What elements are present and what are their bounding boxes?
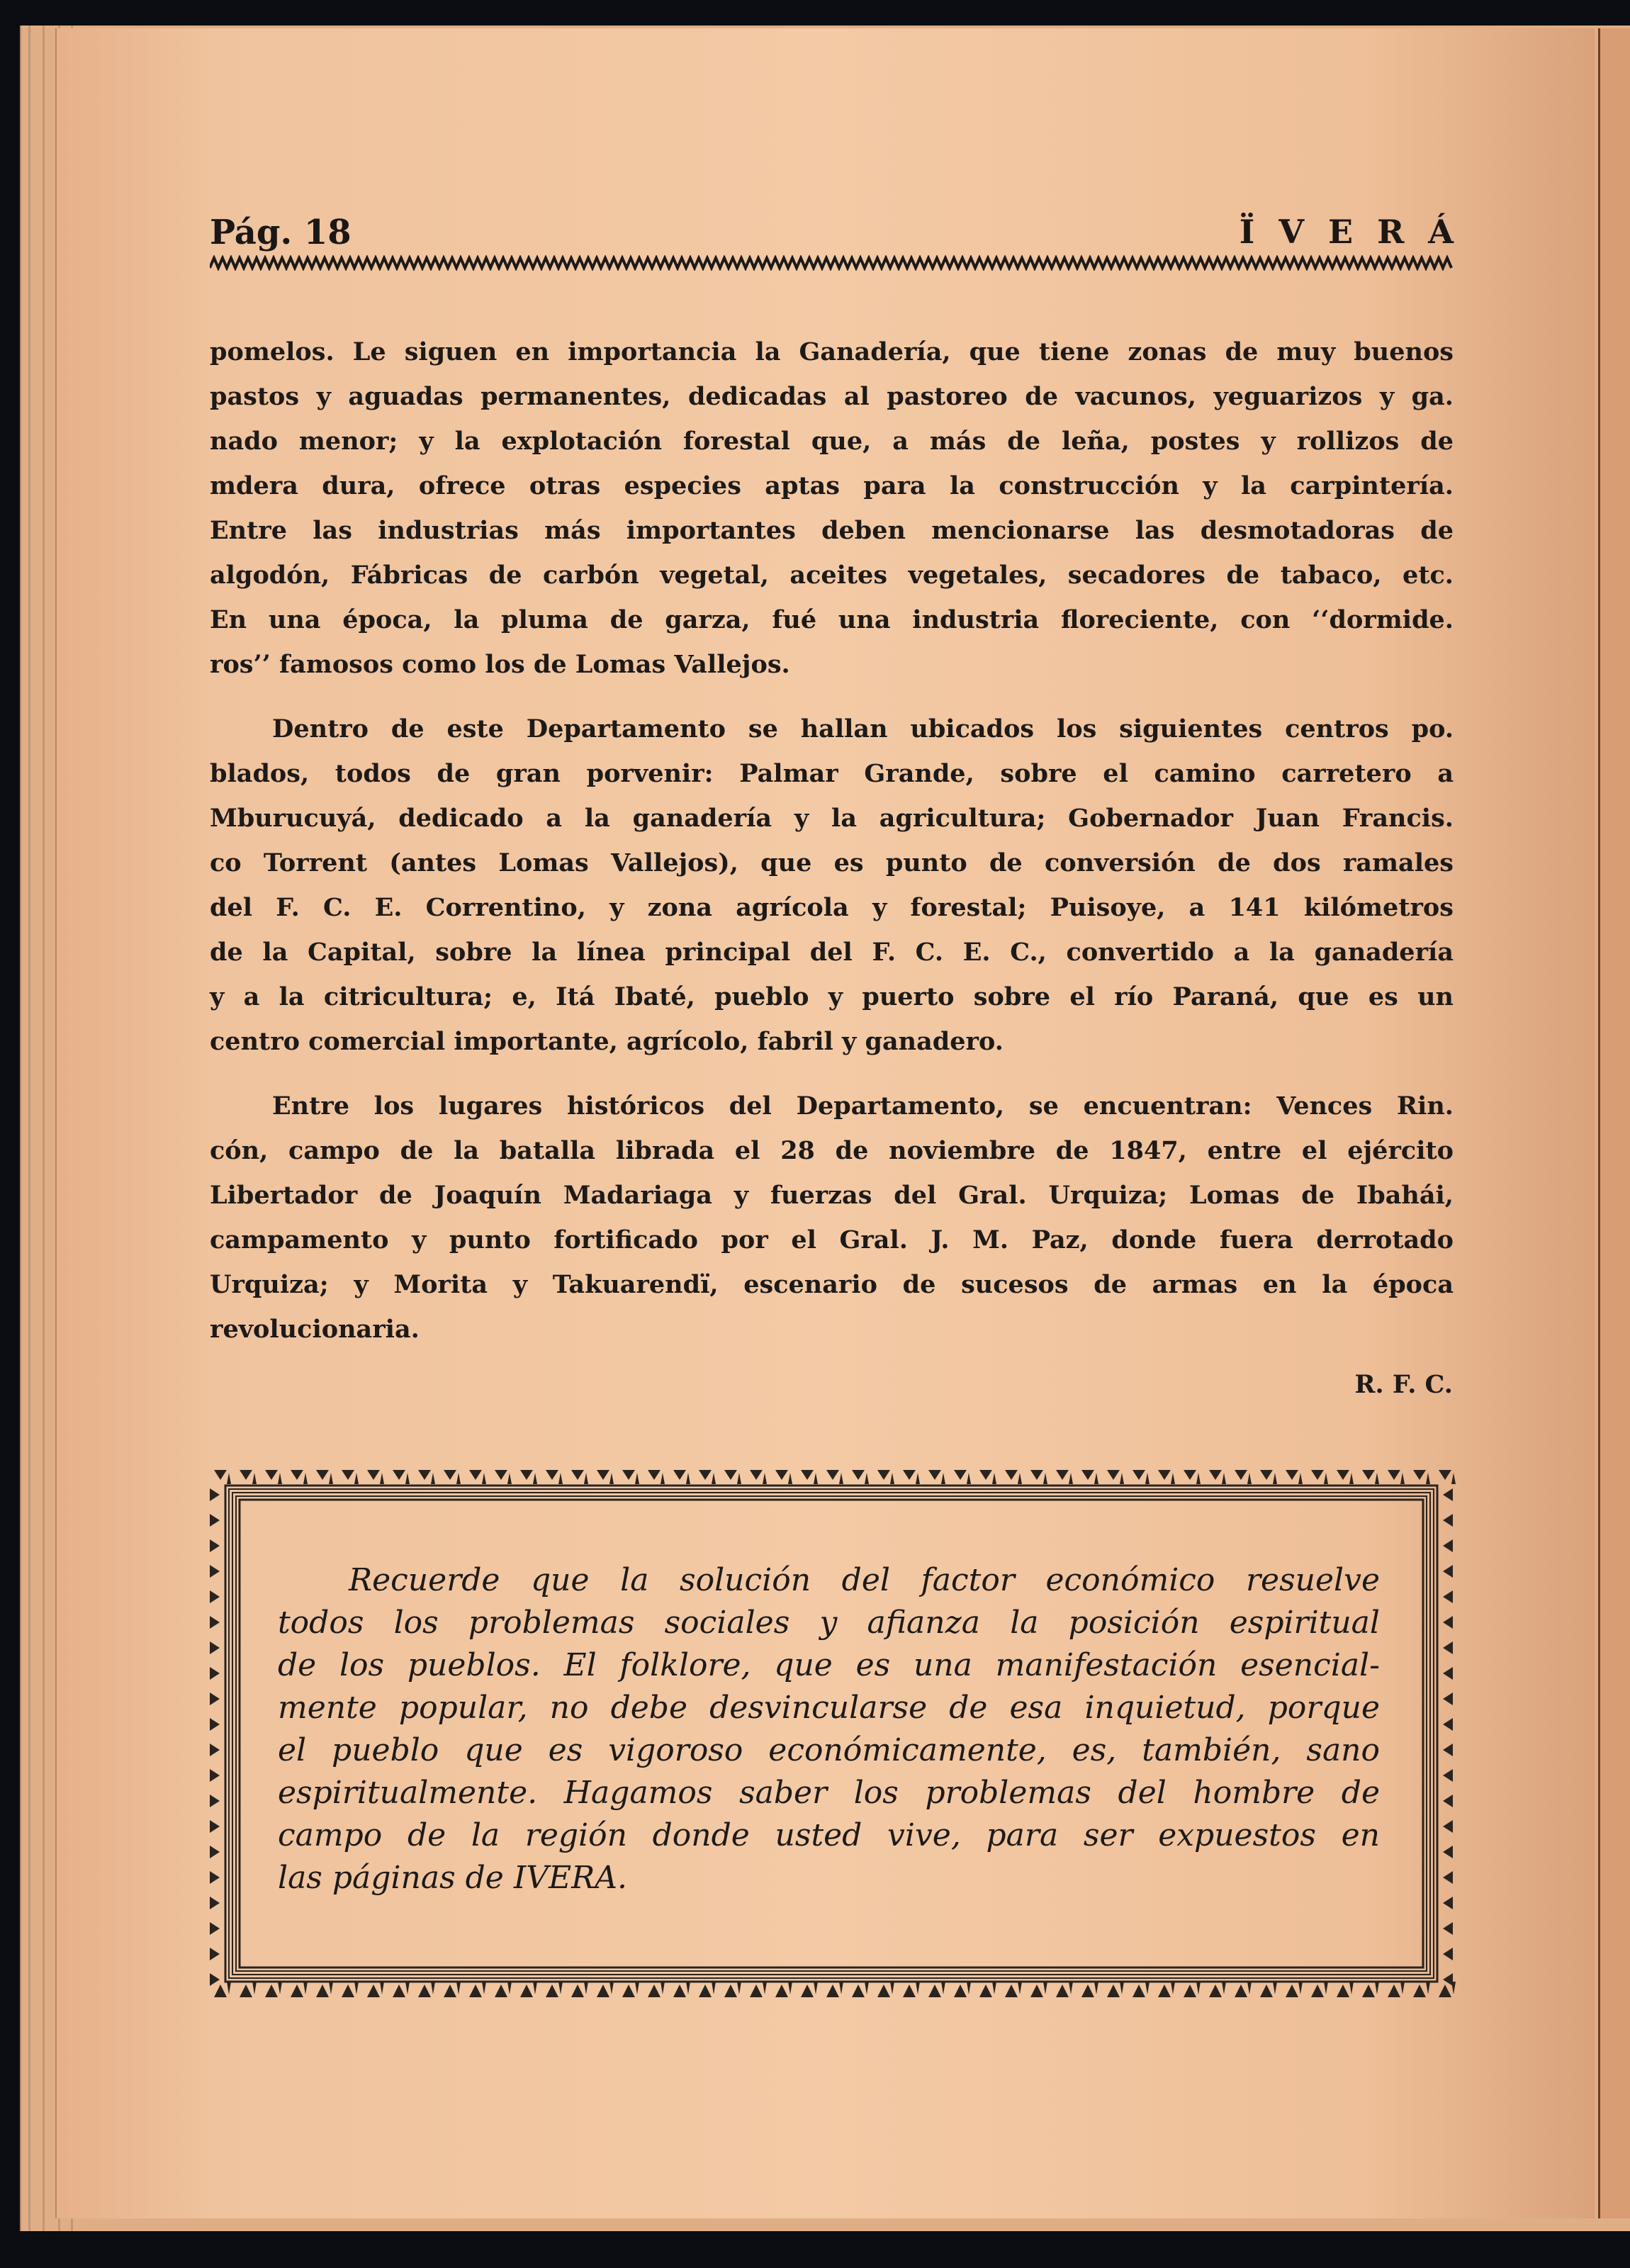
frame-ornament bbox=[210, 1973, 220, 1986]
text-line: Dentro de este Departamento se hallan ubicados los siguientes centros po. bbox=[272, 714, 1454, 743]
ornamental-notice-box bbox=[207, 1467, 1456, 2000]
frame-ornament bbox=[724, 1982, 741, 1997]
text-line: Entre los lugares históricos del Departamento, se encuentran: Vences Rin. bbox=[272, 1091, 1454, 1121]
frame-ornament bbox=[520, 1982, 537, 1997]
frame-ornament bbox=[210, 1846, 220, 1858]
article-body bbox=[210, 330, 1454, 1352]
text-line: campamento y punto fortificado por el Gral. J. M. Paz, donde fuera derrotado bbox=[210, 1225, 1454, 1254]
frame-ornament bbox=[571, 1470, 588, 1484]
frame-ornament bbox=[852, 1470, 869, 1484]
frame-ornament bbox=[1362, 1470, 1379, 1484]
page-edge bbox=[43, 26, 45, 2231]
frame-ornament bbox=[265, 1470, 282, 1484]
frame-ornament bbox=[1443, 1565, 1453, 1578]
frame-ornament bbox=[367, 1470, 384, 1484]
frame-ornament bbox=[469, 1982, 486, 1997]
frame-ornament bbox=[316, 1470, 333, 1484]
frame-ornament bbox=[546, 1470, 563, 1484]
frame-ornament bbox=[1107, 1982, 1124, 1997]
frame-ornament bbox=[1286, 1470, 1303, 1484]
frame-ornament bbox=[1311, 1982, 1328, 1997]
text-line: En una época, la pluma de garza, fué una industria floreciente, con ‘‘dormide. bbox=[210, 605, 1454, 634]
frame-ornament bbox=[1443, 1692, 1453, 1705]
frame-ornament bbox=[1388, 1470, 1405, 1484]
frame-ornament bbox=[1439, 1982, 1456, 1997]
adjacent-page-edge bbox=[1598, 28, 1630, 2218]
frame-ornament bbox=[903, 1982, 920, 1997]
frame-ornament bbox=[1030, 1470, 1047, 1484]
frame-ornament bbox=[979, 1470, 996, 1484]
frame-ornament bbox=[1443, 1488, 1453, 1501]
frame-ornament bbox=[444, 1470, 461, 1484]
text-line: pastos y aguadas permanentes, dedicadas al pastoreo de vacunos, yeguarizos y ga. bbox=[210, 382, 1454, 411]
frame-ornament bbox=[1388, 1982, 1405, 1997]
frame-ornament bbox=[1443, 1718, 1453, 1731]
text-line: centro comercial importante, agrícolo, fabril y ganadero. bbox=[210, 1027, 1004, 1056]
frame-ornament bbox=[1337, 1982, 1354, 1997]
frame-ornament bbox=[1362, 1982, 1379, 1997]
frame-ornament bbox=[210, 1769, 220, 1782]
text-line: Entre las industrias más importantes deben mencionarse las desmotadoras de bbox=[210, 516, 1454, 545]
frame-ornament bbox=[928, 1470, 945, 1484]
frame-ornament bbox=[1413, 1470, 1430, 1484]
frame-ornament bbox=[648, 1982, 665, 1997]
frame-ornament bbox=[1260, 1982, 1277, 1997]
notice-line: de los pueblos. El folklore, que es una manifestación esencial- bbox=[278, 1647, 1380, 1683]
frame-ornament bbox=[291, 1470, 308, 1484]
frame-ornament bbox=[1209, 1982, 1226, 1997]
frame-ornament bbox=[240, 1470, 257, 1484]
frame-ornament bbox=[316, 1982, 333, 1997]
frame-ornament bbox=[1286, 1982, 1303, 1997]
notice-text bbox=[278, 1559, 1380, 1899]
text-line: del F. C. E. Correntino, y zona agrícola y forestal; Puisoye, a 141 kilómetros bbox=[210, 893, 1454, 922]
frame-ornament bbox=[1260, 1470, 1277, 1484]
frame-ornament bbox=[1443, 1871, 1453, 1884]
frame-ornament bbox=[1056, 1470, 1073, 1484]
frame-ornament bbox=[210, 1616, 220, 1629]
text-line: de la Capital, sobre la línea principal del F. C. E. C., convertido a la ganadería bbox=[210, 938, 1454, 967]
frame-ornament bbox=[1443, 1514, 1453, 1527]
frame-ornament bbox=[1235, 1470, 1252, 1484]
frame-ornament bbox=[418, 1470, 435, 1484]
frame-ornament bbox=[210, 1692, 220, 1705]
frame-ornament bbox=[928, 1982, 945, 1997]
page-edge bbox=[28, 26, 30, 2231]
frame-ornament bbox=[1443, 1846, 1453, 1858]
page-number: Pág. 18 bbox=[210, 213, 352, 252]
notice-line: mente popular, no debe desvincularse de esa inquietud, porque bbox=[278, 1690, 1380, 1726]
text-line: Libertador de Joaquín Madariaga y fuerzas del Gral. Urquiza; Lomas de Ibahái, bbox=[210, 1181, 1454, 1210]
frame-ornament bbox=[210, 1539, 220, 1552]
text-line: pomelos. Le siguen en importancia la Ganadería, que tiene zonas de muy buenos bbox=[210, 337, 1454, 366]
frame-ornament bbox=[210, 1922, 220, 1935]
frame-ornament bbox=[367, 1982, 384, 1997]
frame-ornament bbox=[597, 1470, 614, 1484]
notice-line: espiritualmente. Hagamos saber los problemas del hombre de bbox=[278, 1775, 1380, 1811]
frame-ornament bbox=[393, 1982, 410, 1997]
frame-ornament bbox=[1443, 1590, 1453, 1603]
frame-ornament bbox=[1443, 1795, 1453, 1807]
frame-ornament bbox=[210, 1667, 220, 1680]
frame-ornament bbox=[210, 1795, 220, 1807]
frame-ornament bbox=[1030, 1982, 1047, 1997]
frame-ornament bbox=[265, 1982, 282, 1997]
paragraph-economy bbox=[210, 330, 1454, 687]
frame-ornament bbox=[597, 1982, 614, 1997]
frame-ornament bbox=[210, 1590, 220, 1603]
frame-ornament bbox=[520, 1470, 537, 1484]
frame-ornament bbox=[444, 1982, 461, 1997]
frame-ornament bbox=[801, 1982, 818, 1997]
frame-ornament bbox=[210, 1514, 220, 1527]
frame-ornament bbox=[418, 1982, 435, 1997]
frame-ornament bbox=[622, 1470, 639, 1484]
frame-ornament bbox=[877, 1470, 894, 1484]
frame-ornament bbox=[1132, 1982, 1150, 1997]
frame-ornament bbox=[1443, 1769, 1453, 1782]
notice-line: campo de la región donde usted vive, para ser expuestos en bbox=[278, 1817, 1380, 1853]
text-line: Mburucuyá, dedicado a la ganadería y la agricultura; Gobernador Juan Francis. bbox=[210, 804, 1454, 833]
frame-ornament bbox=[342, 1470, 359, 1484]
frame-ornament bbox=[210, 1744, 220, 1756]
frame-ornament bbox=[495, 1982, 512, 1997]
frame-ornament bbox=[210, 1897, 220, 1909]
author-signature: R. F. C. bbox=[1354, 1370, 1453, 1399]
frame-ornament bbox=[1413, 1982, 1430, 1997]
frame-ornament bbox=[1056, 1982, 1073, 1997]
frame-ornament bbox=[1081, 1982, 1098, 1997]
text-line: y a la citricultura; e, Itá Ibaté, pueblo y puerto sobre el río Paraná, que es un bbox=[210, 982, 1454, 1011]
frame-ornament bbox=[775, 1470, 792, 1484]
frame-ornament bbox=[393, 1470, 410, 1484]
frame-ornament bbox=[495, 1470, 512, 1484]
frame-ornament bbox=[1311, 1470, 1328, 1484]
frame-ornament bbox=[750, 1470, 767, 1484]
frame-ornament bbox=[210, 1641, 220, 1654]
frame-ornament bbox=[1443, 1897, 1453, 1909]
frame-ornament bbox=[954, 1470, 971, 1484]
frame-ornament bbox=[750, 1982, 767, 1997]
frame-ornament bbox=[699, 1982, 716, 1997]
frame-ornament bbox=[1005, 1470, 1022, 1484]
frame-ornament bbox=[1158, 1470, 1175, 1484]
notice-line: Recuerde que la solución del factor económico resuelve bbox=[349, 1562, 1380, 1598]
frame-ornament bbox=[210, 1948, 220, 1960]
frame-ornament bbox=[214, 1982, 231, 1997]
frame-ornament bbox=[954, 1982, 971, 1997]
text-line: ros’’ famosos como los de Lomas Vallejos. bbox=[210, 650, 790, 679]
frame-ornament bbox=[622, 1982, 639, 1997]
frame-ornament bbox=[775, 1982, 792, 1997]
frame-ornament bbox=[469, 1470, 486, 1484]
frame-ornament bbox=[1443, 1616, 1453, 1629]
frame-ornament bbox=[571, 1982, 588, 1997]
frame-ornament bbox=[1443, 1539, 1453, 1552]
frame-ornament bbox=[1132, 1470, 1150, 1484]
frame-ornament bbox=[979, 1982, 996, 1997]
frame-ornament bbox=[1443, 1948, 1453, 1960]
frame-ornament bbox=[1184, 1470, 1201, 1484]
frame-ornament bbox=[1158, 1982, 1175, 1997]
frame-ornament bbox=[1443, 1922, 1453, 1935]
text-line: nado menor; y la explotación forestal que, a más de leña, postes y rollizos de bbox=[210, 427, 1454, 456]
text-line: revolucionaria. bbox=[210, 1315, 420, 1344]
frame-ornament bbox=[1443, 1973, 1453, 1986]
frame-ornament bbox=[210, 1820, 220, 1833]
frame-ornament bbox=[903, 1470, 920, 1484]
text-line: Urquiza; y Morita y Takuarendï, escenario de sucesos de armas en la época bbox=[210, 1270, 1454, 1299]
frame-ornament bbox=[1443, 1820, 1453, 1833]
frame-ornament bbox=[1443, 1667, 1453, 1680]
frame-ornament bbox=[826, 1982, 843, 1997]
frame-ornament bbox=[801, 1470, 818, 1484]
paragraph-historic-sites bbox=[210, 1084, 1454, 1352]
zigzag-rule-divider bbox=[210, 255, 1454, 271]
frame-ornament bbox=[210, 1565, 220, 1578]
notice-line: las páginas de IVERA. bbox=[278, 1860, 628, 1896]
frame-ornament bbox=[673, 1470, 690, 1484]
frame-ornament bbox=[1337, 1470, 1354, 1484]
notice-line: todos los problemas sociales y afianza la posición espiritual bbox=[278, 1605, 1380, 1641]
text-line: cón, campo de la batalla librada el 28 de noviembre de 1847, entre el ejército bbox=[210, 1136, 1454, 1165]
frame-ornament bbox=[1005, 1982, 1022, 1997]
frame-ornament bbox=[210, 1871, 220, 1884]
frame-ornament bbox=[210, 1718, 220, 1731]
frame-ornament bbox=[1439, 1470, 1456, 1484]
frame-ornament bbox=[214, 1470, 231, 1484]
magazine-title: ÏVERÁ bbox=[1239, 213, 1478, 251]
text-line: blados, todos de gran porvenir: Palmar Grande, sobre el camino carretero a bbox=[210, 759, 1454, 788]
frame-ornament bbox=[1235, 1982, 1252, 1997]
paragraph-towns bbox=[210, 707, 1454, 1064]
text-line: co Torrent (antes Lomas Vallejos), que es punto de conversión de dos ramales bbox=[210, 848, 1454, 877]
frame-ornament bbox=[673, 1982, 690, 1997]
frame-ornament bbox=[699, 1470, 716, 1484]
frame-ornament bbox=[210, 1488, 220, 1501]
frame-ornament bbox=[1081, 1470, 1098, 1484]
frame-ornament bbox=[240, 1982, 257, 1997]
frame-ornament bbox=[546, 1982, 563, 1997]
notice-line: el pueblo que es vigoroso económicamente, es, también, sano bbox=[278, 1732, 1380, 1768]
frame-ornament bbox=[342, 1982, 359, 1997]
text-line: mdera dura, ofrece otras especies aptas para la construcción y la carpintería. bbox=[210, 471, 1454, 500]
text-line: algodón, Fábricas de carbón vegetal, aceites vegetales, secadores de tabaco, etc. bbox=[210, 561, 1454, 590]
frame-ornament bbox=[1443, 1641, 1453, 1654]
frame-ornament bbox=[826, 1470, 843, 1484]
frame-ornament bbox=[852, 1982, 869, 1997]
page-header bbox=[210, 213, 1478, 255]
frame-ornament bbox=[291, 1982, 308, 1997]
frame-ornament bbox=[1184, 1982, 1201, 1997]
frame-ornament bbox=[877, 1982, 894, 1997]
frame-ornament bbox=[1443, 1744, 1453, 1756]
frame-ornament bbox=[724, 1470, 741, 1484]
frame-ornament bbox=[1209, 1470, 1226, 1484]
frame-ornament bbox=[648, 1470, 665, 1484]
frame-ornament bbox=[1107, 1470, 1124, 1484]
